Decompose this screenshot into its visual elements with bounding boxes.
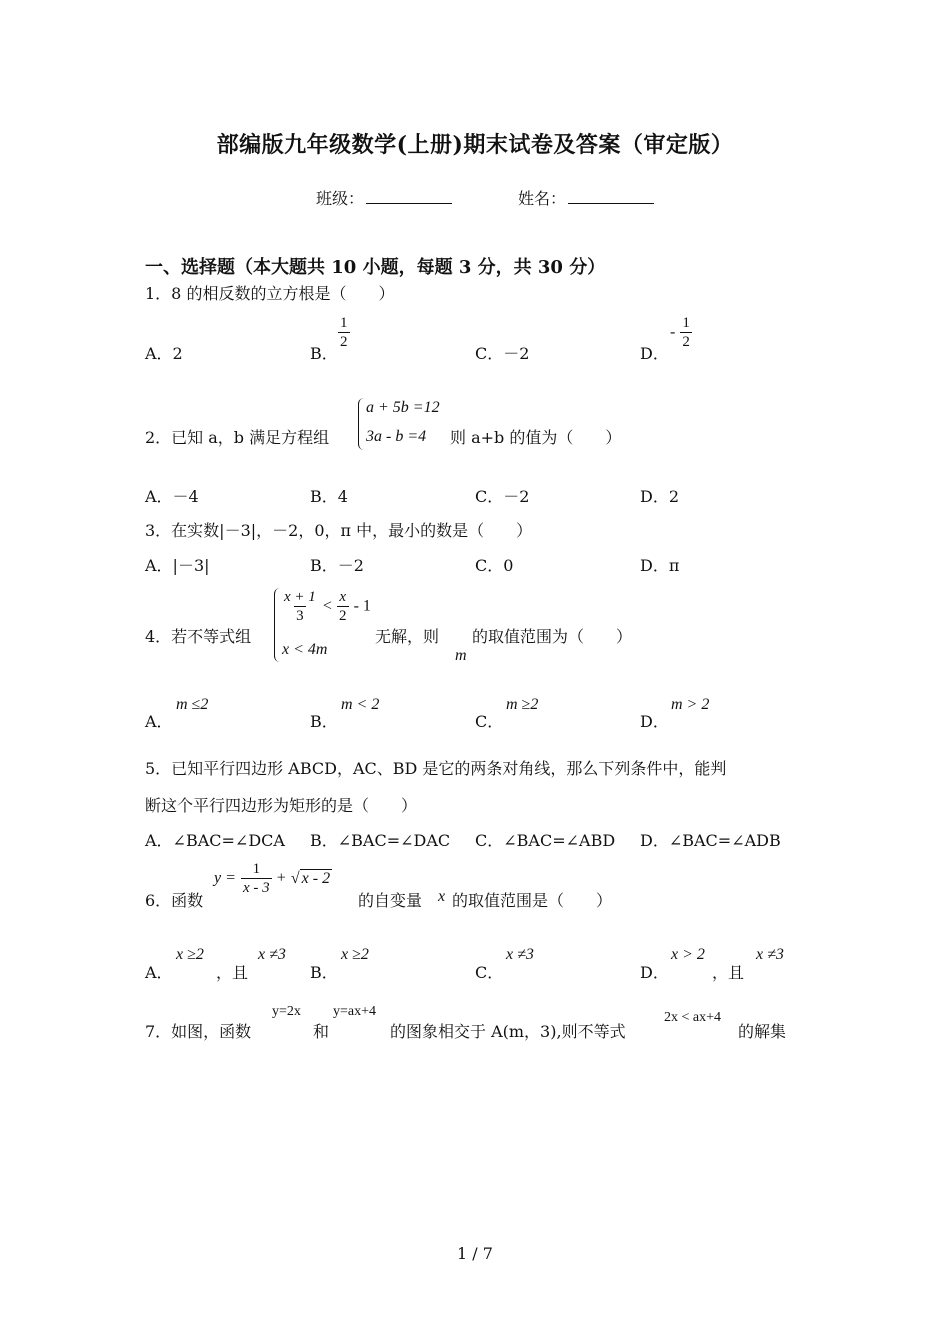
q7-mid: 的图象相交于 A(m，3),则不等式 — [390, 1022, 626, 1041]
q6-option-d-expr-1: x > 2 — [671, 946, 705, 963]
q6-option-a-expr-1: x ≥2 — [176, 946, 204, 963]
class-label: 班级： — [316, 189, 365, 208]
q5-stem-line-2: 断这个平行四边形为矩形的是（ ） — [145, 796, 418, 815]
q6-mid: 的自变量 — [358, 891, 423, 910]
q5-option-a: A．∠BAC=∠DCA — [145, 831, 285, 850]
page-number: 1 / 7 — [457, 1244, 493, 1263]
q1-stem: 1．8 的相反数的立方根是（ ） — [145, 284, 395, 303]
q4-suffix: 的取值范围为（ ） — [472, 627, 633, 646]
name-field — [518, 186, 654, 209]
q6-variable: x — [438, 888, 446, 905]
class-field — [316, 186, 452, 209]
q5-option-b: B．∠BAC=∠DAC — [310, 831, 451, 850]
q4-option-d-expr: m > 2 — [671, 696, 710, 713]
q6-option-b-expr: x ≥2 — [341, 946, 369, 963]
q4-option-d-label: D． — [640, 712, 669, 731]
q3-option-a: A．|－3| — [145, 556, 210, 575]
q4-mid: 无解，则 — [375, 627, 440, 646]
q6-suffix: 的取值范围是（ ） — [452, 891, 613, 910]
q6-function-expression: y = $\frac{1}{x - 3}$ + √ x - 2 — [214, 861, 331, 896]
q3-stem: 3．在实数|－3|，－2，0，π 中，最小的数是（ ） — [145, 521, 533, 540]
q6-prefix: 6．函数 — [145, 891, 204, 910]
q6-option-d-expr-2: x ≠3 — [756, 946, 784, 963]
q2-system-brace — [358, 398, 365, 450]
q4-option-c-expr: m ≥2 — [506, 696, 539, 713]
q6-option-a-and: ，且 — [216, 963, 249, 982]
q5-option-d: D．∠BAC=∠ADB — [640, 831, 781, 850]
q4-prefix: 4．若不等式组 — [145, 627, 252, 646]
q5-option-c: C．∠BAC=∠ABD — [475, 831, 616, 850]
name-label: 姓名： — [518, 189, 567, 208]
q2-equation-2: 3a - b =4 — [366, 428, 427, 445]
class-blank — [366, 189, 452, 204]
q1-option-d-fraction: - $\frac{1}{2}$ — [670, 315, 690, 350]
q2-option-c: C．－2 — [475, 487, 530, 506]
q4-system-brace — [274, 588, 281, 662]
q4-option-c-label: C． — [475, 712, 504, 731]
q4-inequality-2: x < 4m — [282, 641, 328, 658]
q6-option-a-expr-2: x ≠3 — [258, 946, 286, 963]
q2-option-a: A．－4 — [145, 487, 199, 506]
q2-suffix: 则 a+b 的值为（ ） — [450, 428, 622, 447]
q1-option-d-label: D． — [640, 344, 669, 363]
q1-option-a: A．2 — [145, 344, 183, 363]
q1-option-c: C．－2 — [475, 344, 530, 363]
q3-option-c: C．0 — [475, 556, 514, 575]
section-heading: 一、选择题（本大题共 10 小题，每题 3 分，共 30 分） — [145, 257, 606, 278]
name-blank — [568, 189, 654, 204]
q6-option-a-label: A． — [145, 963, 173, 982]
q2-prefix: 2．已知 a，b 满足方程组 — [145, 428, 330, 447]
q3-option-d: D．π — [640, 556, 680, 575]
q4-inequality-1: $\frac{x + 1}{3}$ < $\frac{x}{2}$ - 1 — [284, 589, 371, 624]
q4-option-b-expr: m < 2 — [341, 696, 380, 713]
q4-option-b-label: B． — [310, 712, 338, 731]
q2-option-b: B．4 — [310, 487, 348, 506]
q4-variable: m — [455, 647, 467, 664]
q3-option-b: B．－2 — [310, 556, 364, 575]
q7-function-1: y=2x — [272, 1004, 301, 1019]
q1-option-b-label: B． — [310, 344, 338, 363]
q1-option-b-fraction: $\frac{1}{2}$ — [340, 315, 348, 350]
q7-prefix: 7．如图，函数 — [145, 1022, 252, 1041]
q5-stem-line-1: 5．已知平行四边形 ABCD，AC、BD 是它的两条对角线，那么下列条件中，能判 — [145, 759, 727, 778]
q7-and: 和 — [313, 1022, 330, 1041]
q7-suffix: 的解集 — [738, 1022, 787, 1041]
q7-function-2: y=ax+4 — [333, 1004, 377, 1019]
q6-option-d-and: ，且 — [712, 963, 745, 982]
q4-option-a-expr: m ≤2 — [176, 696, 209, 713]
q2-option-d: D．2 — [640, 487, 680, 506]
q6-option-b-label: B． — [310, 963, 338, 982]
q4-option-a-label: A． — [145, 712, 173, 731]
q7-inequality: 2x < ax+4 — [664, 1010, 722, 1025]
page-title: 部编版九年级数学(上册)期末试卷及答案（审定版） — [216, 132, 734, 158]
q6-option-d-label: D． — [640, 963, 669, 982]
q6-option-c-label: C． — [475, 963, 504, 982]
q6-option-c-expr: x ≠3 — [506, 946, 534, 963]
q2-equation-1: a + 5b =12 — [366, 399, 440, 416]
